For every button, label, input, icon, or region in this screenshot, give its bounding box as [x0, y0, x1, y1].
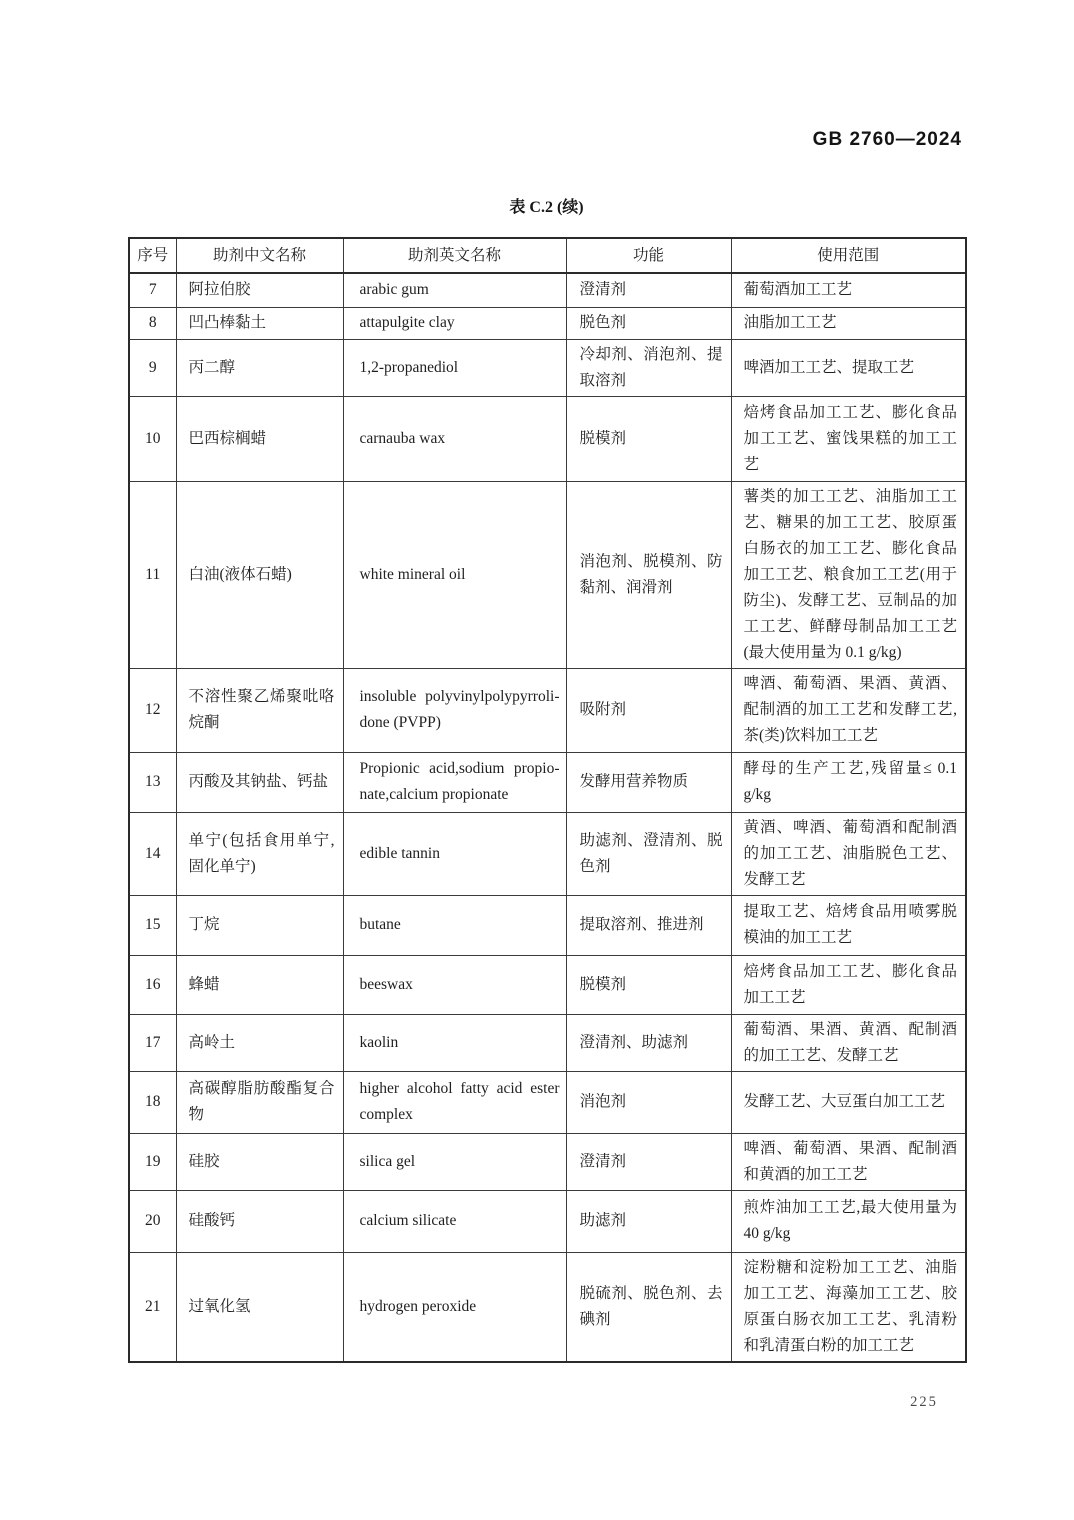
usage-scope-cell: 油脂加工工艺 — [731, 307, 966, 339]
serial-number-cell: 16 — [129, 955, 176, 1014]
serial-number-cell: 12 — [129, 668, 176, 752]
serial-number-cell: 14 — [129, 812, 176, 895]
usage-scope-cell: 薯类的加工工艺、油脂加工工艺、糖果的加工工艺、胶原蛋白肠衣的加工工艺、膨化食品加工工艺、粮食加工工艺(用于防尘)、发酵工艺、豆制品的加工工艺、鲜酵母制品加工工艺(最大使用量为 0.1 g/kg) — [731, 481, 966, 668]
serial-number-cell: 15 — [129, 895, 176, 955]
table-row — [129, 1133, 966, 1190]
function-cell: 助滤剂 — [566, 1190, 731, 1252]
table-row — [129, 668, 966, 752]
additive-cn-name-cell: 高岭土 — [176, 1014, 343, 1071]
additive-en-name-cell: carnauba wax — [343, 396, 566, 481]
page-number: 225 — [910, 1394, 938, 1410]
usage-scope-cell: 葡萄酒、果酒、黄酒、配制酒的加工工艺、发酵工艺 — [731, 1014, 966, 1071]
additive-en-name-cell: arabic gum — [343, 273, 566, 307]
function-cell: 消泡剂 — [566, 1071, 731, 1133]
serial-number-cell: 17 — [129, 1014, 176, 1071]
additive-en-name-cell: silica gel — [343, 1133, 566, 1190]
serial-number-cell: 8 — [129, 307, 176, 339]
usage-scope-cell: 焙烤食品加工工艺、膨化食品加工工艺、蜜饯果糕的加工工艺 — [731, 396, 966, 481]
header-en-name: 助剂英文名称 — [343, 238, 566, 273]
additive-cn-name-cell: 不溶性聚乙烯聚吡咯烷酮 — [176, 668, 343, 752]
table-row — [129, 955, 966, 1014]
table-row — [129, 307, 966, 339]
additive-cn-name-cell: 丙二醇 — [176, 339, 343, 396]
usage-scope-cell: 葡萄酒加工工艺 — [731, 273, 966, 307]
table-row — [129, 752, 966, 812]
additive-en-name-cell: hydrogen peroxide — [343, 1252, 566, 1362]
standard-number: GB 2760—2024 — [812, 129, 962, 150]
usage-scope-cell: 发酵工艺、大豆蛋白加工工艺 — [731, 1071, 966, 1133]
table-row — [129, 1014, 966, 1071]
header-serial-number: 序号 — [129, 238, 176, 273]
additive-en-name-cell: butane — [343, 895, 566, 955]
additive-en-name-cell: kaolin — [343, 1014, 566, 1071]
additive-en-name-cell: Propionic acid,sodium propio-nate,calcium propionate — [343, 752, 566, 812]
function-cell: 澄清剂、助滤剂 — [566, 1014, 731, 1071]
table-row — [129, 273, 966, 307]
additive-cn-name-cell: 丁烷 — [176, 895, 343, 955]
serial-number-cell: 7 — [129, 273, 176, 307]
table-row — [129, 1252, 966, 1362]
function-cell: 冷却剂、消泡剂、提取溶剂 — [566, 339, 731, 396]
header-usage-scope: 使用范围 — [731, 238, 966, 273]
usage-scope-cell: 啤酒、葡萄酒、果酒、黄酒、配制酒的加工工艺和发酵工艺,茶(类)饮料加工工艺 — [731, 668, 966, 752]
function-cell: 澄清剂 — [566, 273, 731, 307]
function-cell: 发酵用营养物质 — [566, 752, 731, 812]
function-cell: 消泡剂、脱模剂、防黏剂、润滑剂 — [566, 481, 731, 668]
usage-scope-cell: 焙烤食品加工工艺、膨化食品加工工艺 — [731, 955, 966, 1014]
table-header-row — [129, 238, 966, 273]
usage-scope-cell: 黄酒、啤酒、葡萄酒和配制酒的加工工艺、油脂脱色工艺、发酵工艺 — [731, 812, 966, 895]
additive-cn-name-cell: 硅酸钙 — [176, 1190, 343, 1252]
function-cell: 提取溶剂、推进剂 — [566, 895, 731, 955]
function-cell: 澄清剂 — [566, 1133, 731, 1190]
serial-number-cell: 11 — [129, 481, 176, 668]
serial-number-cell: 20 — [129, 1190, 176, 1252]
usage-scope-cell: 啤酒、葡萄酒、果酒、配制酒和黄酒的加工工艺 — [731, 1133, 966, 1190]
additive-cn-name-cell: 白油(液体石蜡) — [176, 481, 343, 668]
additive-en-name-cell: edible tannin — [343, 812, 566, 895]
additive-cn-name-cell: 丙酸及其钠盐、钙盐 — [176, 752, 343, 812]
serial-number-cell: 13 — [129, 752, 176, 812]
function-cell: 助滤剂、澄清剂、脱色剂 — [566, 812, 731, 895]
table-row — [129, 481, 966, 668]
table-body — [129, 273, 966, 1362]
additive-cn-name-cell: 凹凸棒黏土 — [176, 307, 343, 339]
additive-en-name-cell: higher alcohol fatty acid ester complex — [343, 1071, 566, 1133]
table-row — [129, 1071, 966, 1133]
serial-number-cell: 10 — [129, 396, 176, 481]
table-title: 表 C.2 (续) — [509, 199, 584, 216]
function-cell: 脱色剂 — [566, 307, 731, 339]
additive-cn-name-cell: 高碳醇脂肪酸酯复合物 — [176, 1071, 343, 1133]
additive-cn-name-cell: 过氧化氢 — [176, 1252, 343, 1362]
additive-en-name-cell: attapulgite clay — [343, 307, 566, 339]
additive-en-name-cell: beeswax — [343, 955, 566, 1014]
table-row — [129, 895, 966, 955]
serial-number-cell: 21 — [129, 1252, 176, 1362]
additive-cn-name-cell: 阿拉伯胶 — [176, 273, 343, 307]
additive-en-name-cell: insoluble polyvinylpolypyrroli-done (PVPP) — [343, 668, 566, 752]
processing-aids-table — [128, 237, 967, 1363]
additive-cn-name-cell: 单宁(包括食用单宁,固化单宁) — [176, 812, 343, 895]
table-row — [129, 812, 966, 895]
header-function: 功能 — [566, 238, 731, 273]
additive-en-name-cell: calcium silicate — [343, 1190, 566, 1252]
additive-cn-name-cell: 巴西棕榈蜡 — [176, 396, 343, 481]
additive-cn-name-cell: 蜂蜡 — [176, 955, 343, 1014]
usage-scope-cell: 啤酒加工工艺、提取工艺 — [731, 339, 966, 396]
function-cell: 脱模剂 — [566, 955, 731, 1014]
table-row — [129, 339, 966, 396]
usage-scope-cell: 提取工艺、焙烤食品用喷雾脱模油的加工工艺 — [731, 895, 966, 955]
additive-cn-name-cell: 硅胶 — [176, 1133, 343, 1190]
table-row — [129, 1190, 966, 1252]
usage-scope-cell: 淀粉糖和淀粉加工工艺、油脂加工工艺、海藻加工工艺、胶原蛋白肠衣加工工艺、乳清粉和乳清蛋白粉的加工工艺 — [731, 1252, 966, 1362]
additive-en-name-cell: 1,2-propanediol — [343, 339, 566, 396]
table-row — [129, 396, 966, 481]
serial-number-cell: 9 — [129, 339, 176, 396]
additive-en-name-cell: white mineral oil — [343, 481, 566, 668]
function-cell: 脱模剂 — [566, 396, 731, 481]
serial-number-cell: 19 — [129, 1133, 176, 1190]
usage-scope-cell: 酵母的生产工艺,残留量≤ 0.1 g/kg — [731, 752, 966, 812]
serial-number-cell: 18 — [129, 1071, 176, 1133]
function-cell: 吸附剂 — [566, 668, 731, 752]
usage-scope-cell: 煎炸油加工工艺,最大使用量为 40 g/kg — [731, 1190, 966, 1252]
header-cn-name: 助剂中文名称 — [176, 238, 343, 273]
function-cell: 脱硫剂、脱色剂、去碘剂 — [566, 1252, 731, 1362]
